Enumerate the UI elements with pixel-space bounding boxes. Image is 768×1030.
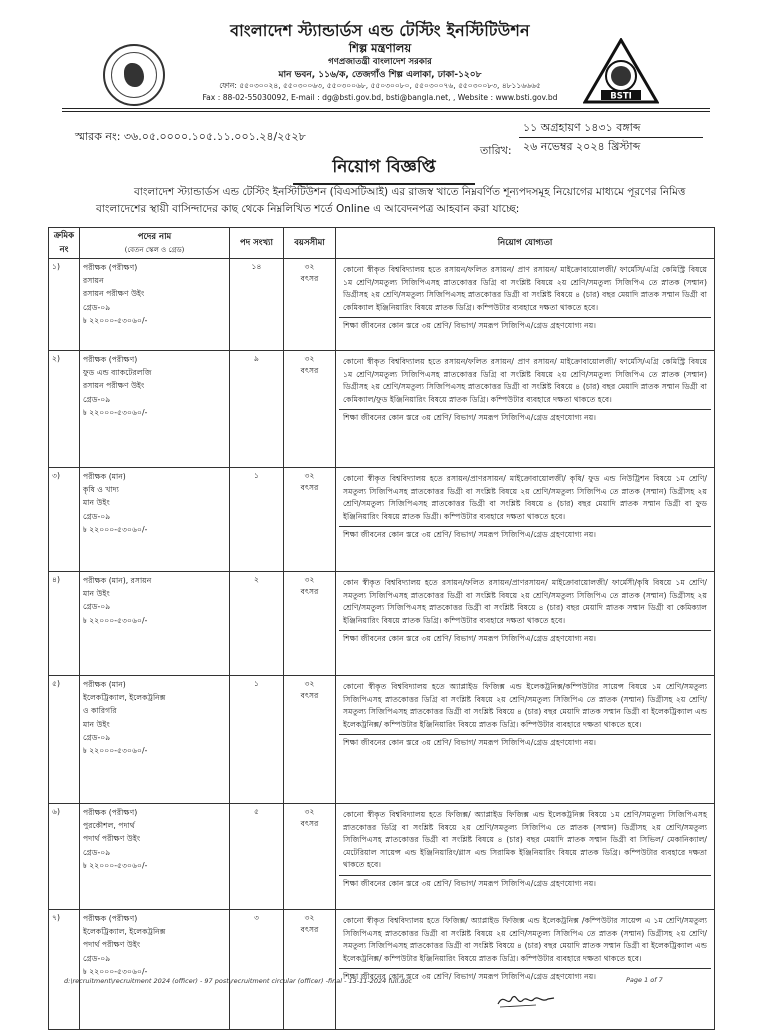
post-line: ৳ ২২০০০-৫৩০৬০/-	[83, 860, 148, 870]
header-rule-top	[62, 108, 710, 109]
age-unit: বৎসর	[300, 691, 319, 700]
post-line: পুরকৌশল, পদার্থ	[83, 821, 135, 831]
row-qualification	[336, 804, 715, 910]
signature	[496, 990, 556, 1010]
post-line: ৳ ২২০০০-৫৩০৬০/-	[83, 615, 148, 625]
qualification-note: শিক্ষা জীবনের কোন স্তরে ৩য় শ্রেণি/ বিভাগ/ সমরূপ সিজিপিএ/গ্রেড গ্রহণযোগ্য নয়।	[339, 526, 711, 543]
row-qualification	[336, 676, 715, 804]
header-post	[80, 228, 230, 259]
ministry-name: শিল্প মন্ত্রণালয়	[348, 41, 412, 55]
row-age	[284, 910, 336, 1030]
row-age	[284, 468, 336, 572]
post-line: ফুড এন্ড ব্যাকটেরলজি	[83, 368, 152, 378]
post-line: মান উইং	[83, 498, 110, 508]
row-age	[284, 676, 336, 804]
post-line: গ্রেড-০৯	[83, 953, 111, 963]
age-value: ৩২	[304, 354, 315, 363]
file-path: d:\recruitment\recruitment 2024 (officer) - 97 post\recruitment circular (officer) -final - 13-11-2024 full.doc	[64, 977, 413, 985]
age-value: ৩২	[304, 913, 315, 922]
qualification-note: শিক্ষা জীবনের কোন স্তরে ৩য় শ্রেণি/ বিভাগ/ সমরূপ সিজিপিএ/গ্রেড গ্রহণযোগ্য নয়।	[339, 734, 711, 751]
row-serial: ২)	[49, 351, 80, 468]
header-post-sub: (বেতন স্কেল ও গ্রেড)	[124, 246, 185, 254]
post-line: ৳ ২২০০০-৫৩০৬০/-	[83, 746, 148, 756]
row-qualification	[336, 468, 715, 572]
row-serial: ৭)	[49, 910, 80, 1030]
qualification-text: কোনো স্বীকৃত বিশ্ববিদ্যালয় হতে ফিজিক্স/ অ্যাপ্লাইড ফিজিক্স এন্ড ইলেকট্রনিক্স বিষয়ে ১ম শ্রেণি/সমতুল্য সিজিপিএসহ স্নাতকোত্তর ডিগ্রি বা সংশ্লিষ্ট বিষয়ে ২য় শ্রেণি/সমতুল্য সিজিপিএ তে স্নাতক (সম্মান) ডিগ্রীসহ ২য় শ্রেণি/সমতুল্য সিজিপিএসহ স্নাতকোত্তর ডিগ্রী বা সংশ্লিষ্ট বিষয়ে ৪ (চার) বছর মেয়াদি স্নাতক সম্মান ডিগ্রী বা সিভিল/ মেকানিক্যাল/মেটেরিয়াল সায়েন্স এন্ড ইঞ্জিনিয়ারিং/গ্লাস এন্ড সিরামিক ইঞ্জিনিয়ারিং বিষয়ে স্নাতক ডিগ্রি। কম্পিউটার ব্যবহারে দক্ষতা থাকতে হবে।	[343, 810, 707, 870]
post-line: গ্রেড-০৯	[83, 302, 111, 312]
date-block	[519, 119, 703, 156]
post-line: পদার্থ পরীক্ষণ উইং	[83, 834, 141, 844]
table-row	[49, 572, 715, 676]
post-line: গ্রেড-০৯	[83, 847, 111, 857]
row-age	[284, 572, 336, 676]
row-qualification	[336, 572, 715, 676]
post-line: গ্রেড-০৯	[83, 394, 111, 404]
qualification-text: কোনো স্বীকৃত বিশ্ববিদ্যালয় হতে রসায়ন/ফলিত রসায়ন/ প্রাণ রসায়ন/ মাইক্রোবায়োলজী/ ফার্মেসি/এগ্রি কেমিস্ট্রি বিষয়ে ১ম শ্রেণি/সমতুল্য সিজিপিএসহ স্নাতকোত্তর ডিগ্রি বা সংশ্লিষ্ট বিষয়ে ২য় শ্রেণি/সমতুল্য সিজিপিএ তে স্নাতক (সম্মান) ডিগ্রীসহ ২য় শ্রেণি/সমতুল্য সিজিপিএসহ স্নাতকোত্তর ডিগ্রী বা সংশ্লিষ্ট বিষয়ে ৪ (চার) বছর মেয়াদি স্নাতক সম্মান ডিগ্রী বা কেমিক্যাল/ফুড ইঞ্জিনিয়ারিং বিষয়ে স্নাতক ডিগ্রি। কম্পিউটার ব্যবহারে দক্ষতা থাকতে হবে।	[343, 357, 707, 404]
table-header-row	[49, 228, 715, 259]
age-value: ৩২	[304, 807, 315, 816]
row-serial: ৫)	[49, 676, 80, 804]
post-line: ৳ ২২০০০-৫৩০৬০/-	[83, 966, 148, 976]
age-value: ৩২	[304, 679, 315, 688]
header-age: বয়সসীমা	[284, 228, 336, 259]
table-row	[49, 351, 715, 468]
row-qualification	[336, 910, 715, 1030]
post-line: গ্রেড-০৯	[83, 602, 111, 612]
qualification-note: শিক্ষা জীবনের কোন স্তরে ৩য় শ্রেণি/ বিভাগ/ সমরূপ সিজিপিএ/গ্রেড গ্রহণযোগ্য নয়।	[339, 630, 711, 647]
qualification-text: কোন স্বীকৃত বিশ্ববিদ্যালয় হতে রসায়ন/ফলিত রসায়ন/প্রাণরসায়ন/ মাইক্রোবায়োলজী/ ফার্মেসী/কৃষি বিষয়ে ১ম শ্রেণি/সমতুল্য সিজিপিএসহ স্নাতকোত্তর ডিগ্রী বা সংশ্লিষ্ট বিষয়ে ২য় শ্রেণি/সমতুল্য সিজিপিএ তে স্নাতক (সম্মান) ডিগ্রীসহ ২য় শ্রেণি/সমতুল্য সিজিপিএসহ স্নাতকোত্তর ডিগ্রী বা সংশ্লিষ্ট বিষয়ে ৪ (চার) বছর মেয়াদি স্নাতক সম্মান ডিগ্রী বা কেমিক্যাল ইঞ্জিনিয়ারিং বিষয়ে স্নাতক ডিগ্রি। কম্পিউটার ব্যবহারে দক্ষতা থাকতে হবে।	[343, 578, 707, 625]
row-age	[284, 804, 336, 910]
post-line: পরীক্ষক (পরীক্ষণ)	[83, 355, 138, 364]
row-count: ১৪	[230, 259, 284, 351]
post-line: গ্রেড-০৯	[83, 732, 111, 742]
row-post	[80, 804, 230, 910]
government-name: গণপ্রজাতন্ত্রী বাংলাদেশ সরকার	[328, 57, 432, 67]
qualification-note: শিক্ষা জীবনের কোন স্তরে ৩য় শ্রেণি/ বিভাগ/ সমরূপ সিজিপিএ/গ্রেড গ্রহণযোগ্য নয়।	[339, 409, 711, 426]
date-label: তারিখ:	[480, 144, 512, 157]
row-serial: ৩)	[49, 468, 80, 572]
post-line: ও কারিগরি	[83, 706, 117, 716]
post-line: পরীক্ষক (পরীক্ষণ)	[83, 263, 138, 272]
age-unit: বৎসর	[300, 819, 319, 828]
row-serial: ৪)	[49, 572, 80, 676]
table-row	[49, 910, 715, 1030]
qualification-note: শিক্ষা জীবনের কোন স্তরে ৩য় শ্রেণি/ বিভাগ/ সমরূপ সিজিপিএ/গ্রেড গ্রহণযোগ্য নয়।	[339, 317, 711, 334]
government-seal-logo	[103, 44, 165, 106]
post-line: মান উইং	[83, 719, 110, 729]
age-unit: বৎসর	[300, 483, 319, 492]
post-line: ইলেকট্রিক্যাল, ইলেকট্রনিক্স	[83, 927, 166, 937]
post-line: পরীক্ষক (মান), রসায়ন	[83, 576, 152, 585]
row-count: ৩	[230, 910, 284, 1030]
age-value: ৩২	[304, 575, 315, 584]
row-count: ৯	[230, 351, 284, 468]
vacancy-table	[48, 227, 715, 1030]
post-line: রসায়ন পরীক্ষণ উইং	[83, 381, 145, 391]
post-line: কৃষি ও খাদ্য	[83, 485, 119, 495]
row-count: ৫	[230, 804, 284, 910]
post-line: গ্রেড-০৯	[83, 511, 111, 521]
post-line: ৳ ২২০০০-৫৩০৬০/-	[83, 524, 148, 534]
qualification-text: কোনো স্বীকৃত বিশ্ববিদ্যালয় হতে ফিজিক্স/ অ্যাপ্লাইড ফিজিক্স এন্ড ইলেকট্রনিক্স /কম্পিউটার সায়েন্স এ ১ম শ্রেণি/সমতুল্য সিজিপিএসহ স্নাতকোত্তর ডিগ্রী বা সংশ্লিষ্ট বিষয়ে ২য় শ্রেণি/সমতুল্য সিজিপিএ তে স্নাতক (সম্মান) ডিগ্রীসহ ২য় শ্রেণি/সমতুল্য সিজিপিএসহ স্নাতকোত্তর ডিগ্রী বা সংশ্লিষ্ট বিষয়ে ৪ (চার) বছর মেয়াদি স্নাতক সম্মান ডিগ্রী বা ইলেকট্রিক্যাল এন্ড ইলেকট্রনিক্স/ কম্পিউটার ইঞ্জিনিয়ারিং বিষয়ে স্নাতক ডিগ্রি। কম্পিউটার ব্যবহারে দক্ষতা থাকতে হবে।	[343, 916, 707, 963]
bsti-logo-text: BSTI	[610, 91, 632, 102]
qualification-note: শিক্ষা জীবনের কোন স্তরে ৩য় শ্রেণি/ বিভাগ/ সমরূপ সিজিপিএ/গ্রেড গ্রহণযোগ্য নয়।	[339, 875, 711, 892]
row-post	[80, 468, 230, 572]
header-serial: ক্রমিক নং	[49, 228, 80, 259]
contact-line: Fax : 88-02-55030092, E-mail : dg@bsti.gov.bd, bsti@bangla.net, , Website : www.bsti.gov.bd	[202, 93, 558, 102]
header-rule-bottom	[62, 111, 710, 112]
bsti-logo	[583, 38, 659, 104]
row-qualification	[336, 351, 715, 468]
header-post-label: পদের নাম	[137, 232, 172, 242]
post-line: পদার্থ পরীক্ষণ উইং	[83, 940, 141, 950]
date-english: ২৬ নভেম্বর ২০২৪ খ্রিস্টাব্দ	[523, 140, 641, 153]
post-line: রসায়ন	[83, 276, 104, 286]
header-count: পদ সংখ্যা	[230, 228, 284, 259]
page-number: Page 1 of 7	[626, 976, 663, 984]
age-unit: বৎসর	[300, 587, 319, 596]
qualification-text: কোনো স্বীকৃত বিশ্ববিদ্যালয় হতে অ্যাপ্লাইড ফিজিক্স এন্ড ইলেকট্রনিক্স/কম্পিউটার সায়েন্স বিষয়ে ১ম শ্রেণি/সমতুল্য সিজিপিএসহ স্নাতকোত্তর ডিগ্রি বা সংশ্লিষ্ট বিষয়ে ২য় শ্রেণি/সমতুল্য সিজিপিএ তে স্নাতক (সম্মান) ডিগ্রীসহ ২য় শ্রেণি/সমতুল্য সিজিপিএসহ স্নাতকোত্তর ডিগ্রী বা সংশ্লিষ্ট বিষয়ে ৪ (চার) বছর মেয়াদি স্নাতক সম্মান ডিগ্রী বা ইলেকট্রিক্যাল এন্ড ইলেকট্রনিক্স/ কম্পিউটার ইঞ্জিনিয়ারিং বিষয়ে স্নাতক ডিগ্রি। কম্পিউটার ব্যবহারে দক্ষতা থাকতে হবে।	[343, 682, 707, 729]
memo-number: স্মারক নং: ৩৬.০৫.০০০০.১০৫.১১.০০১.২৪/২৫২৮	[75, 130, 306, 143]
row-serial: ১)	[49, 259, 80, 351]
age-unit: বৎসর	[300, 366, 319, 375]
age-unit: বৎসর	[300, 274, 319, 283]
post-line: রসায়ন পরীক্ষণ উইং	[83, 289, 145, 299]
post-line: মান উইং	[83, 589, 110, 599]
table-row	[49, 804, 715, 910]
organization-name: বাংলাদেশ স্ট্যান্ডার্ডস এন্ড টেস্টিং ইনস্টিটিউশন	[230, 21, 530, 40]
row-serial: ৬)	[49, 804, 80, 910]
age-value: ৩২	[304, 262, 315, 271]
qualification-text: কোনো স্বীকৃত বিশ্ববিদ্যালয় হতে রসায়ন/ফলিত রসায়ন/ প্রাণ রসায়ন/ মাইক্রোবায়োলজী/ ফার্মেসি/এগ্রি কেমিস্ট্রি বিষয়ে ১ম শ্রেণি/সমতুল্য সিজিপিএসহ স্নাতকোত্তর ডিগ্রি বা সংশ্লিষ্ট বিষয়ে ২য় শ্রেণি/সমতুল্য সিজিপিএ তে স্নাতক (সম্মান) ডিগ্রীসহ ২য় শ্রেণি/সমতুল্য সিজিপিএসহ স্নাতকোত্তর ডিগ্রী বা সংশ্লিষ্ট বিষয়ে ৪ (চার) বছর মেয়াদি স্নাতক সম্মান ডিগ্রী বা কেমিক্যাল ইঞ্জিনিয়ারিং বিষয়ে স্নাতক ডিগ্রি। কম্পিউটার ব্যবহারে দক্ষতা থাকতে হবে।	[343, 265, 707, 312]
post-line: ৳ ২২০০০-৫৩০৬০/-	[83, 315, 148, 325]
post-line: ইলেকট্রিক্যাল, ইলেকট্রনিক্স	[83, 693, 166, 703]
post-line: পরীক্ষক (মান)	[83, 472, 126, 481]
post-line: পরীক্ষক (পরীক্ষণ)	[83, 914, 138, 923]
post-line: পরীক্ষক (পরীক্ষণ)	[83, 808, 138, 817]
row-post	[80, 676, 230, 804]
row-post	[80, 259, 230, 351]
organization-address: মান ভবন, ১১৬/ক, তেজগাঁও শিল্প এলাকা, ঢাকা-১২০৮	[278, 70, 482, 80]
date-bangla: ১১ অগ্রহায়ণ ১৪৩১ বঙ্গাব্দ	[519, 119, 703, 138]
row-post	[80, 572, 230, 676]
notice-title: নিয়োগ বিজ্ঞপ্তি	[293, 154, 475, 185]
qualification-text: কোনো স্বীকৃত বিশ্ববিদ্যালয় হতে রসায়ন/প্রাণরসায়ন/ মাইক্রোবায়োলজী/ কৃষি/ ফুড এন্ড নিউট্রিশন বিষয়ে ১ম শ্রেণি/সমতুল্য সিজিপিএসহ স্নাতকোত্তর ডিগ্রী বা সংশ্লিষ্ট বিষয়ে ২য় শ্রেণি/সমতুল্য সিজিপিএ তে স্নাতক (সম্মান) ডিগ্রীসহ ২য় শ্রেণি/সমতুল্য সিজিপিএসহ স্নাতকোত্তর ডিগ্রী বা সংশ্লিষ্ট বিষয়ে ৪ (চার) বছর মেয়াদি স্নাতক সম্মান ডিগ্রী বা ফুড ইঞ্জিনিয়ারিং বিষয়ে স্নাতক ডিগ্রী। কম্পিউটার ব্যবহারে দক্ষতা থাকতে হবে।	[343, 474, 707, 521]
row-post	[80, 351, 230, 468]
row-count: ২	[230, 572, 284, 676]
table-row	[49, 259, 715, 351]
notice-intro: বাংলাদেশ স্ট্যান্ডার্ডস এন্ড টেস্টিং ইনস্টিটিউশন (বিএসটিআই) এর রাজস্ব খাতে নিম্নবর্ণিত শূন্যপদসমূহ নিয়োগের মাধ্যমে পূরণের নিমিত্ত বাংলাদেশের স্থায়ী বাসিন্দাদের কাছ থেকে নিম্নলিখিত শর্তে Online এ আবেদনপত্র আহবান করা যাচ্ছে:	[96, 186, 686, 215]
qualification-note: শিক্ষা জীবনের কোন স্তরে ৩য় শ্রেণি/ বিভাগ/ সমরূপ সিজিপিএ/গ্রেড গ্রহণযোগ্য নয়।	[339, 968, 711, 985]
post-line: ৳ ২২০০০-৫৩০৬০/-	[83, 407, 148, 417]
table-row	[49, 676, 715, 804]
age-value: ৩২	[304, 471, 315, 480]
row-count: ১	[230, 676, 284, 804]
row-count: ১	[230, 468, 284, 572]
table-row	[49, 468, 715, 572]
row-post	[80, 910, 230, 1030]
age-unit: বৎসর	[300, 925, 319, 934]
header-qualification: নিয়োগ যোগ্যতা	[336, 228, 715, 259]
row-qualification	[336, 259, 715, 351]
phone-numbers: ফোন: ৫৫০৩০০২৪, ৫৫০৩০০৬৩, ৫৫০৩০০৬৮, ৫৫০৩০০৮০, ৫৫০৩০০৭৬, ৫৫০৩০০৮৩, ৪৮১১৬৬৬৫	[219, 81, 541, 90]
post-line: পরীক্ষক (মান)	[83, 680, 126, 689]
row-age	[284, 351, 336, 468]
row-age	[284, 259, 336, 351]
